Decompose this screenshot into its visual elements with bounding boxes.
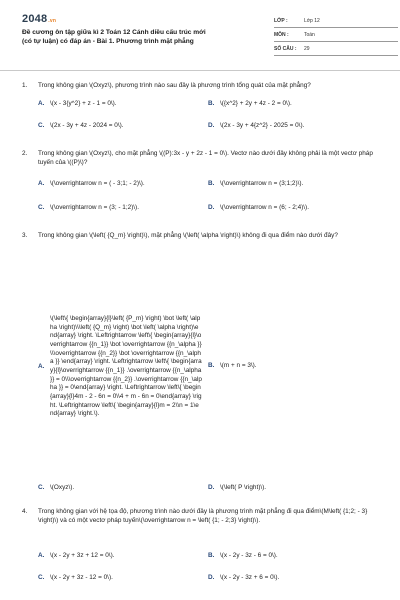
option-text: \(Oxyz\). xyxy=(50,484,75,491)
meta-value: Lớp 12 xyxy=(304,18,320,25)
option-label: B. xyxy=(208,100,215,107)
meta-key: LỚP : xyxy=(274,18,288,25)
meta-row-count xyxy=(274,42,398,56)
header-divider xyxy=(0,70,400,71)
title-line-2: (có tự luận) có đáp án - Bài 1. Phương trình mặt phẳng xyxy=(22,37,194,45)
option-c[interactable] xyxy=(38,204,208,213)
site-logo[interactable] xyxy=(22,12,56,27)
question-text: Trong không gian \(Oxyz\), cho mặt phẳng \((P):3x - y + 2z - 1 = 0\). Vectơ nào dưới đây không phải là một vectơ pháp tuyến của \((P)\)? xyxy=(38,150,373,166)
option-c[interactable] xyxy=(38,122,208,131)
question-text: Trong không gian với hệ tọa độ, phương trình nào dưới đây là phương trình mặt phẳng đi qua điểm\(M\left( {1;2; - 3} \right)\) và có một vectơ pháp tuyến\(\overrightarrow n = \left( {1; - 2;3} \right)\). xyxy=(38,508,368,524)
option-text: \(\overrightarrow n = ( - 3;1; - 2)\). xyxy=(50,180,145,187)
option-label: C. xyxy=(38,204,45,211)
logo-tld: .vn xyxy=(48,18,57,24)
question-2 xyxy=(22,150,376,222)
option-a[interactable] xyxy=(38,100,208,109)
option-label: D. xyxy=(208,204,215,211)
option-text: \(\left\{ \begin{array}{l}\left( {P_m} \right) \bot \left( \alpha \right)\\\left( {Q_m} \right) \bot \left( \alpha \right)\end{array} \right. \Leftrightarrow \left\{ \begin{array}{l}\overrightarrow {{n_1}} \bot \overrightarrow {{n_\alpha }} \\\overrightarrow {{n_2}} \bot \overrightarrow {{n_\alpha }} \end{array} \right. \Leftrightarrow \left\{ \begin{array}{l}\overrightarrow {{n_1}} .\overrightarrow {{n_\alpha }} = 0\\\overrightarrow {{n_2}} .\overrightarrow {{n_\alpha }} = 0\end{array} \right. \Leftrightarrow \left\{ \begin{array}{l}4m - 2 - 6n = 0\\4 + m - 6n = 0\end{array} \right. \Leftrightarrow \left\{ \begin{array}{l}m = 2\\n = 1\end{array} \right.\). xyxy=(50,315,202,418)
option-label: C. xyxy=(38,574,45,581)
option-d[interactable] xyxy=(208,484,376,493)
option-label: A. xyxy=(38,180,45,187)
option-text: \({x^2} + 2y + 4z - 2 = 0\). xyxy=(220,100,292,107)
option-c[interactable] xyxy=(38,574,208,583)
question-number: 4. xyxy=(22,508,28,515)
option-label: D. xyxy=(208,122,215,129)
meta-key: MÔN : xyxy=(274,32,289,39)
option-text: \(\overrightarrow n = (3;1;2)\). xyxy=(220,180,304,187)
option-label: D. xyxy=(208,574,215,581)
option-text: \(x - 3{y^2} + z - 1 = 0\). xyxy=(50,100,117,107)
question-3 xyxy=(22,232,376,500)
option-d[interactable] xyxy=(208,574,376,583)
document-title xyxy=(22,29,254,47)
option-text: \(\left( P \right)\). xyxy=(220,484,267,491)
option-a[interactable] xyxy=(38,180,208,189)
meta-info xyxy=(274,14,398,56)
option-text: \(\overrightarrow n = (3; - 1;2)\). xyxy=(50,204,139,211)
option-label: C. xyxy=(38,484,45,491)
option-b[interactable] xyxy=(208,552,376,561)
option-text: \(x - 2y - 3z - 6 = 0\). xyxy=(220,552,278,559)
option-b[interactable] xyxy=(208,362,376,371)
meta-key: SỐ CÂU : xyxy=(274,46,297,53)
option-text: \(2x - 3y + 4{z^2} - 2025 = 0\). xyxy=(220,122,305,129)
meta-value: Toán xyxy=(304,32,315,39)
option-c[interactable] xyxy=(38,484,208,493)
option-text: \(x - 2y + 3z + 12 = 0\). xyxy=(50,552,115,559)
option-a[interactable] xyxy=(38,552,208,561)
option-label: C. xyxy=(38,122,45,129)
title-line-1: Đề cương ôn tập giữa kì 2 Toán 12 Cánh diều cấu trúc mới xyxy=(22,29,206,36)
question-number: 3. xyxy=(22,232,28,239)
option-text: \(2x - 3y + 4z - 2024 = 0\). xyxy=(50,122,124,129)
question-text: Trong không gian \(Oxyz\), phương trình nào sau đây là phương trình tổng quát của mặt phẳng? xyxy=(38,82,311,89)
option-text: \(x - 2y - 3z + 6 = 0\). xyxy=(220,574,280,581)
option-label: B. xyxy=(208,552,215,559)
meta-row-class xyxy=(274,14,398,28)
question-number: 2. xyxy=(22,150,28,157)
document-header xyxy=(22,12,376,62)
question-text: Trong không gian \(\left( {Q_m} \right)\), mặt phẳng \(\left( \alpha \right)\) không đi qua điểm nào dưới đây? xyxy=(38,232,338,239)
option-text: \(x - 2y + 3z - 12 = 0\). xyxy=(50,574,113,581)
option-d[interactable] xyxy=(208,122,376,131)
option-label: A. xyxy=(38,362,45,370)
option-label: A. xyxy=(38,100,45,107)
option-text: \(\overrightarrow n = (6; - 2;4)\). xyxy=(220,204,309,211)
meta-row-subject xyxy=(274,28,398,42)
logo-text: 2048 xyxy=(22,13,48,25)
question-number: 1. xyxy=(22,82,28,89)
option-a[interactable] xyxy=(38,262,202,472)
question-1 xyxy=(22,82,376,142)
meta-value: 29 xyxy=(304,46,310,53)
option-d[interactable] xyxy=(208,204,376,213)
option-text: \(m + n = 3\). xyxy=(220,362,257,369)
option-label: B. xyxy=(208,362,215,369)
option-label: B. xyxy=(208,180,215,187)
question-4 xyxy=(22,508,376,592)
option-label: A. xyxy=(38,552,45,559)
option-label: D. xyxy=(208,484,215,491)
option-b[interactable] xyxy=(208,100,376,109)
option-b[interactable] xyxy=(208,180,376,189)
